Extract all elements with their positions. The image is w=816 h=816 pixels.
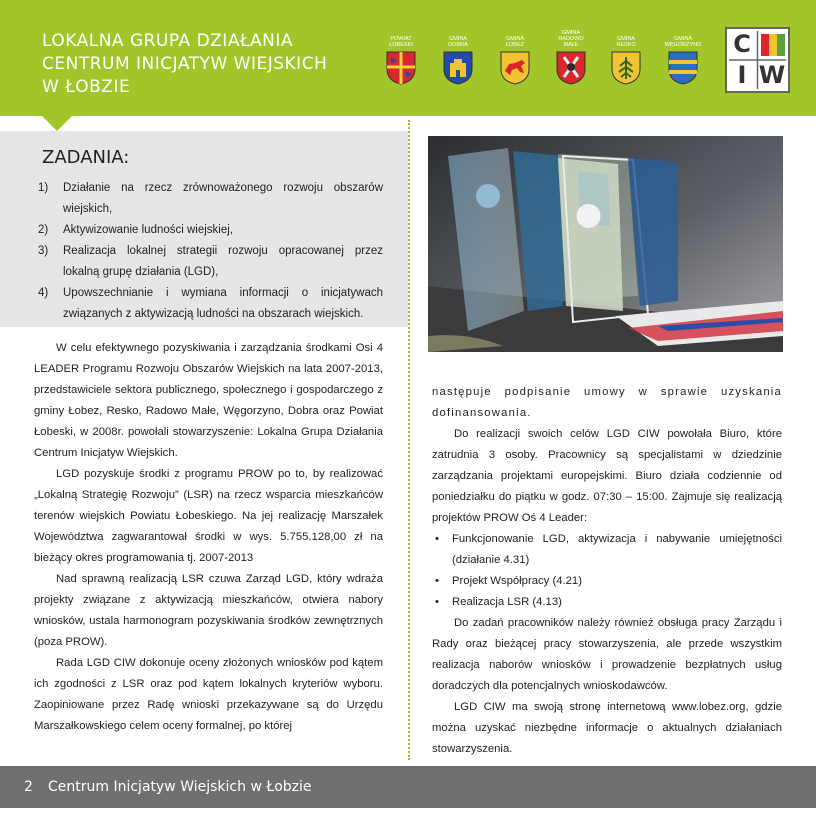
list-item: • Projekt Współpracy (4.21)	[432, 571, 782, 592]
coat-of-arms-powiat-lobeski-icon	[386, 51, 416, 85]
coat-of-arms-wegorzyno-icon	[668, 51, 698, 85]
paragraph-office: Do realizacji swoich celów LGD CIW powołała Biuro, które zatrudnia 3 osoby. Pracownicy są specjalistami w dziedzinie zarządzania projektami europejskimi. Biuro działa codziennie od poniedziałku do piątku w godz. 07:30 – 15:00. Zajmuje się realizacją projektów PROW Oś 4 Leader:	[432, 428, 782, 524]
list-item-number: 1)	[38, 182, 49, 194]
header-banner	[0, 0, 816, 116]
list-item-number: 2)	[38, 224, 49, 236]
paragraph-funding: LGD pozyskuje środki z programu PROW po to, by realizować „Lokalną Strategię Rozwoju” (LSR) na rzecz wsparcia mieszkańców terenów wiejskich Powiatu Łobeskiego. Na jej realizację Marszałek Województwa zagwarantował środki w wys. 5.755.128,00 zł na bieżący okres programowania tj. 2007-2013	[34, 468, 383, 564]
crest-caption: GMINA DOBRA	[448, 36, 468, 48]
right-column	[432, 382, 782, 760]
coat-of-arms-resko-icon	[611, 51, 641, 85]
footer-bar	[0, 766, 816, 808]
paragraph-staff-duties: Do zadań pracowników należy również obsługa pracy Zarządu i Rady oraz bieżącej pracy stowarzyszenia, ale przede wszystkim realizacja naborów wniosków i prowadzenie bezpłatnych usług doradczych dla potencjalnych wnioskodawców.	[432, 617, 782, 692]
ciw-letter-i: I	[737, 61, 747, 89]
zadania-title: ZADANIA:	[42, 147, 130, 168]
crest-lobez	[487, 28, 543, 85]
paragraph-board: Nad sprawną realizacją LSR czuwa Zarząd LGD, który wdraża projekty związane z aktywizacją mieszkańców, otwiera nabory wniosków, ustala harmonogram pozyskiwania środków zewnętrznych (poza PROW).	[34, 573, 383, 648]
crest-wegorzyno	[655, 28, 711, 85]
left-column	[34, 338, 383, 737]
list-item-text: Działanie na rzecz zrównoważonego rozwoju obszarów wiejskich,	[63, 182, 383, 215]
page-number: 2	[24, 779, 33, 795]
crest-caption: GMINA RADOWO MAŁE	[558, 30, 584, 48]
crest-dobra	[430, 28, 486, 85]
header-title-line-3: W ŁOBZIE	[42, 77, 131, 97]
photo-brochure-display-icon	[428, 136, 783, 352]
paragraph-continuation: następuje podpisanie umowy w sprawie uzyskania dofinansowania.	[432, 386, 782, 419]
paragraph-website: LGD CIW ma swoją stronę internetową www.lobez.org, gdzie można uzyskać niezbędne informacje o aktualnych działaniach stowarzyszenia.	[432, 701, 782, 755]
crest-caption: GMINA RESKO	[616, 36, 636, 48]
list-item	[38, 220, 383, 241]
paragraph-council: Rada LGD CIW dokonuje oceny złożonych wniosków pod kątem ich zgodności z LSR oraz pod kątem lokalnych kryteriów wyboru. Zaopiniowane przez Radę wnioski przekazywane są do Urzędu Marszałkowskiego celem oceny formalnej, po której	[34, 657, 383, 732]
crest-caption: GMINA ŁOBEZ	[505, 36, 525, 48]
list-item-text: Upowszechnianie i wymiana informacji o inicjatywach związanych z aktywizacją ludności na obszarach wiejskich.	[63, 287, 383, 320]
crest-caption: POWIAT ŁOBESKI	[389, 36, 413, 48]
crest-powiat-lobeski	[373, 28, 429, 85]
crest-resko	[598, 28, 654, 85]
projects-list	[432, 529, 782, 613]
brochure-stand-photo	[428, 136, 783, 352]
list-item-text: Realizacja lokalnej strategii rozwoju opracowanej przez lokalną grupę działania (LGD),	[63, 245, 383, 278]
list-item: • Funkcjonowanie LGD, aktywizacja i nabywanie umiejętności (działanie 4.31)	[432, 529, 782, 571]
list-item	[38, 283, 383, 325]
ciw-logo	[725, 27, 790, 93]
header-notch-arrow	[42, 116, 72, 131]
ciw-letter-w: W	[758, 61, 786, 89]
crest-radowo-male	[543, 28, 599, 85]
list-item	[38, 178, 383, 220]
header-title-line-1: LOKALNA GRUPA DZIAŁANIA	[42, 31, 293, 51]
crest-caption: GMINA WĘGORZYNO	[664, 36, 702, 48]
footer-title: Centrum Inicjatyw Wiejskich w Łobzie	[48, 779, 312, 795]
coat-of-arms-lobez-icon	[500, 51, 530, 85]
header-title-line-2: CENTRUM INICJATYW WIEJSKICH	[42, 54, 328, 74]
list-item	[38, 241, 383, 283]
coat-of-arms-radowo-male-icon	[556, 51, 586, 85]
column-divider	[408, 120, 410, 760]
paragraph-intro: W celu efektywnego pozyskiwania i zarządzania środkami Osi 4 LEADER Programu Rozwoju Obszarów Wiejskich na lata 2007-2013, przedstawiciele sektora publicznego, społecznego i gospodarczego z gminy Łobez, Resko, Radowo Małe, Węgorzyno, Dobra oraz Powiat Łobeski, w 2008r. powołali stowarzyszenie: Lokalna Grupa Działania Centrum Inicjatyw Wiejskich.	[34, 342, 383, 459]
zadania-list	[38, 178, 383, 325]
list-item: • Realizacja LSR (4.13)	[432, 592, 782, 613]
ciw-letter-c: C	[733, 30, 751, 58]
coat-of-arms-dobra-icon	[443, 51, 473, 85]
list-item-number: 3)	[38, 245, 49, 257]
list-item-text: Aktywizowanie ludności wiejskiej,	[63, 224, 234, 236]
header-title	[42, 30, 327, 99]
list-item-number: 4)	[38, 287, 49, 299]
